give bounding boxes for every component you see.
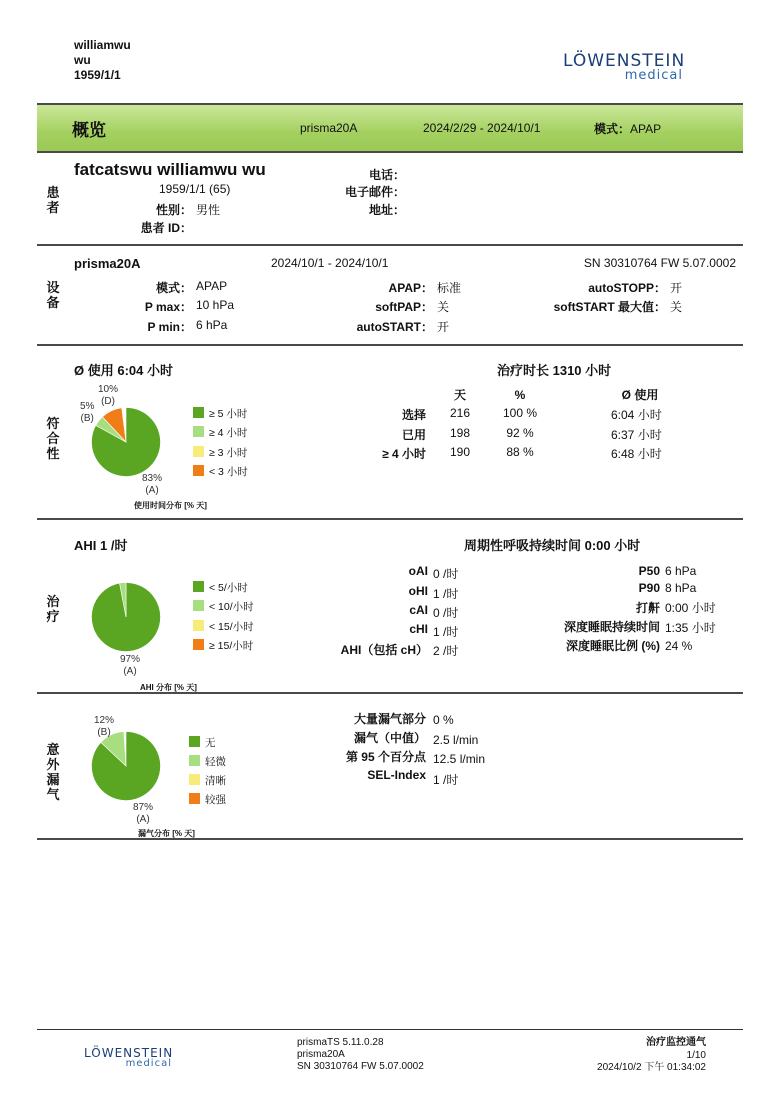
logo-wordmark: LÖWENSTEIN xyxy=(563,51,686,71)
pressure-value: 1:35 小时 xyxy=(665,621,716,635)
index-value: 1 /时 xyxy=(433,587,459,601)
index-label: AHI（包括 cH） xyxy=(340,643,428,657)
table-cell: 88 % xyxy=(506,445,534,459)
device-param-label: P min： xyxy=(147,320,192,334)
table-cell: 198 xyxy=(449,426,471,440)
table-cell: 6:04 小时 xyxy=(611,408,662,422)
device-param-label: autoSTOPP： xyxy=(588,281,666,295)
gender-value: 男性 xyxy=(196,203,221,217)
divider xyxy=(37,692,743,694)
leak-pie-caption: 漏气分布 [% 天] xyxy=(138,829,195,838)
ahi-pie-caption: AHI 分布 [% 天] xyxy=(140,683,197,692)
device-param-label: softPAP： xyxy=(375,300,433,314)
device-param-value: 6 hPa xyxy=(196,318,228,332)
footer-software: prismaTS 5.11.0.28 xyxy=(297,1037,384,1048)
device-param-value: 标准 xyxy=(437,281,462,295)
legend-label: < 3 小时 xyxy=(209,466,248,478)
legend-label: ≥ 4 小时 xyxy=(209,427,248,439)
index-value: 0 /时 xyxy=(433,606,459,620)
legend-swatch xyxy=(193,639,204,650)
pressure-value: 24 % xyxy=(665,639,693,653)
col-header-avg-use: Ø 使用 xyxy=(621,388,659,402)
legend-label: ≥ 5 小时 xyxy=(209,408,248,420)
legend-label: 较强 xyxy=(205,794,226,806)
index-value: 1 /时 xyxy=(433,625,459,639)
legend-swatch xyxy=(193,600,204,611)
col-header-days: 天 xyxy=(453,388,466,402)
section-label-therapy: 治疗 xyxy=(46,594,60,624)
device-param-value: 开 xyxy=(670,281,683,295)
divider xyxy=(37,518,743,520)
section-label-device: 设备 xyxy=(46,280,60,310)
band-mode xyxy=(594,120,661,137)
device-name: prisma20A xyxy=(74,256,141,271)
pressure-value: 6 hPa xyxy=(665,564,697,578)
legend-swatch xyxy=(193,446,204,457)
legend-swatch xyxy=(193,407,204,418)
page-title: 概览 xyxy=(72,121,106,140)
divider xyxy=(37,344,743,346)
table-cell: 6:48 小时 xyxy=(611,447,662,461)
legend-swatch xyxy=(189,793,200,804)
periodic-breathing: 周期性呼吸持续时间 0:00 小时 xyxy=(464,538,641,553)
header-patient-last: wu xyxy=(74,53,91,67)
band-date-range: 2024/2/29 - 2024/10/1 xyxy=(423,121,541,135)
section-label-patient: 患者 xyxy=(46,185,60,215)
footer-divider xyxy=(37,1029,743,1030)
table-cell: 6:37 小时 xyxy=(611,428,662,442)
header-patient-dob: 1959/1/1 xyxy=(74,68,121,82)
leak-label: 大量漏气部分 xyxy=(353,712,426,726)
email-label: 电子邮件： xyxy=(344,185,405,199)
pressure-label: P50 xyxy=(638,564,660,578)
index-label: cAI xyxy=(409,603,428,617)
leak-value: 2.5 l/min xyxy=(433,733,479,747)
footer-timestamp: 2024/10/2 下午 01:34:02 xyxy=(597,1062,706,1073)
table-cell: 216 xyxy=(449,406,471,420)
legend-swatch xyxy=(189,774,200,785)
index-value: 2 /时 xyxy=(433,644,459,658)
index-value: 0 /时 xyxy=(433,567,459,581)
legend-swatch xyxy=(189,736,200,747)
leak-value: 0 % xyxy=(433,713,454,727)
index-label: oAI xyxy=(408,564,428,578)
footer-page-number: 1/10 xyxy=(686,1050,706,1061)
device-param-label: P max： xyxy=(144,300,192,314)
table-row-label: 选择 xyxy=(401,408,426,422)
device-param-value: 关 xyxy=(437,300,450,314)
legend-swatch xyxy=(189,755,200,766)
divider xyxy=(37,244,743,246)
band-mode-value: APAP xyxy=(630,122,662,136)
table-row-label: 已用 xyxy=(401,428,426,442)
legend-label: < 15/小时 xyxy=(209,621,254,633)
brand-logo xyxy=(563,51,686,83)
footer-logo xyxy=(84,1046,172,1069)
device-param-value: 开 xyxy=(437,320,450,334)
pie-label-b: 12% (B) xyxy=(94,715,115,738)
device-serial: SN 30310764 FW 5.07.0002 xyxy=(583,256,736,270)
pressure-label: 深度睡眠持续时间 xyxy=(563,620,660,634)
pressure-label: 深度睡眠比例 (%) xyxy=(566,639,660,653)
gender-label: 性别： xyxy=(155,203,192,217)
table-cell: 100 % xyxy=(502,406,538,420)
header-patient-first: williamwu xyxy=(74,38,131,52)
footer-logo-subtitle: medical xyxy=(125,1058,172,1069)
divider xyxy=(37,838,743,840)
pressure-value: 8 hPa xyxy=(665,581,697,595)
table-cell: 92 % xyxy=(506,426,534,440)
device-param-label: softSTART 最大值： xyxy=(553,300,666,314)
pie-label-a: 87% (A) xyxy=(133,802,154,825)
footer-serial: SN 30310764 FW 5.07.0002 xyxy=(297,1061,424,1072)
section-label-compliance: 符合性 xyxy=(46,416,60,461)
footer-device: prisma20A xyxy=(297,1049,345,1060)
pie-label-a: 97% (A) xyxy=(120,654,141,677)
pressure-label: P90 xyxy=(638,581,660,595)
device-param-label: 模式： xyxy=(155,281,192,295)
logo-subtitle: medical xyxy=(624,68,683,83)
leak-value: 12.5 l/min xyxy=(433,752,486,766)
device-param-value: APAP xyxy=(196,279,228,293)
legend-swatch xyxy=(193,465,204,476)
legend-label: 清晰 xyxy=(205,775,226,787)
legend-label: ≥ 15/小时 xyxy=(209,640,254,652)
pie-label-b: 5% (B) xyxy=(80,401,95,424)
leak-label: SEL-Index xyxy=(367,768,426,782)
usage-pie-chart xyxy=(90,406,162,478)
device-param-value: 10 hPa xyxy=(196,298,235,312)
index-label: cHI xyxy=(409,622,428,636)
pressure-value: 0:00 小时 xyxy=(665,601,716,615)
ahi-pie-chart xyxy=(90,581,162,653)
patient-id-label: 患者 ID： xyxy=(140,221,192,235)
footer-doc-type: 治疗监控通气 xyxy=(646,1037,706,1048)
patient-name: fatcatswu williamwu wu xyxy=(74,160,266,179)
footer-logo-wordmark: LÖWENSTEIN xyxy=(84,1046,174,1060)
leak-label: 第 95 个百分点 xyxy=(345,750,426,764)
legend-label: < 5/小时 xyxy=(209,582,248,594)
section-label-leak: 意外漏气 xyxy=(46,742,60,802)
patient-dob: 1959/1/1 (65) xyxy=(159,182,231,196)
legend-swatch xyxy=(193,426,204,437)
legend-label: 无 xyxy=(205,737,216,749)
address-label: 地址： xyxy=(368,203,405,217)
index-label: oHI xyxy=(408,584,428,598)
device-param-label: autoSTART： xyxy=(356,320,433,334)
leak-pie-chart xyxy=(90,730,162,802)
band-device: prisma20A xyxy=(300,121,358,135)
pie-label-a: 83% (A) xyxy=(142,473,163,496)
device-param-label: APAP： xyxy=(388,281,433,295)
leak-value: 1 /时 xyxy=(433,773,459,787)
pie-label-d: 10% (D) xyxy=(98,384,119,407)
device-date-range: 2024/10/1 - 2024/10/1 xyxy=(271,256,389,270)
phone-label: 电话： xyxy=(368,168,405,182)
legend-label: < 10/小时 xyxy=(209,601,254,613)
ahi-summary: AHI 1 /时 xyxy=(74,538,128,553)
col-header-percent: % xyxy=(514,388,526,402)
therapy-duration: 治疗时长 1310 小时 xyxy=(497,363,612,378)
legend-label: ≥ 3 小时 xyxy=(209,447,248,459)
legend-swatch xyxy=(193,581,204,592)
average-usage: Ø 使用 6:04 小时 xyxy=(74,363,173,378)
device-param-value: 关 xyxy=(670,300,683,314)
usage-pie-caption: 使用时间分布 [% 天] xyxy=(134,501,207,510)
table-row-label: ≥ 4 小时 xyxy=(382,447,426,461)
legend-label: 轻微 xyxy=(205,756,226,768)
legend-swatch xyxy=(193,620,204,631)
leak-label: 漏气（中值） xyxy=(353,731,426,745)
table-cell: 190 xyxy=(449,445,471,459)
band-mode-label: 模式： xyxy=(594,122,631,136)
pressure-label: 打鼾 xyxy=(635,601,660,615)
